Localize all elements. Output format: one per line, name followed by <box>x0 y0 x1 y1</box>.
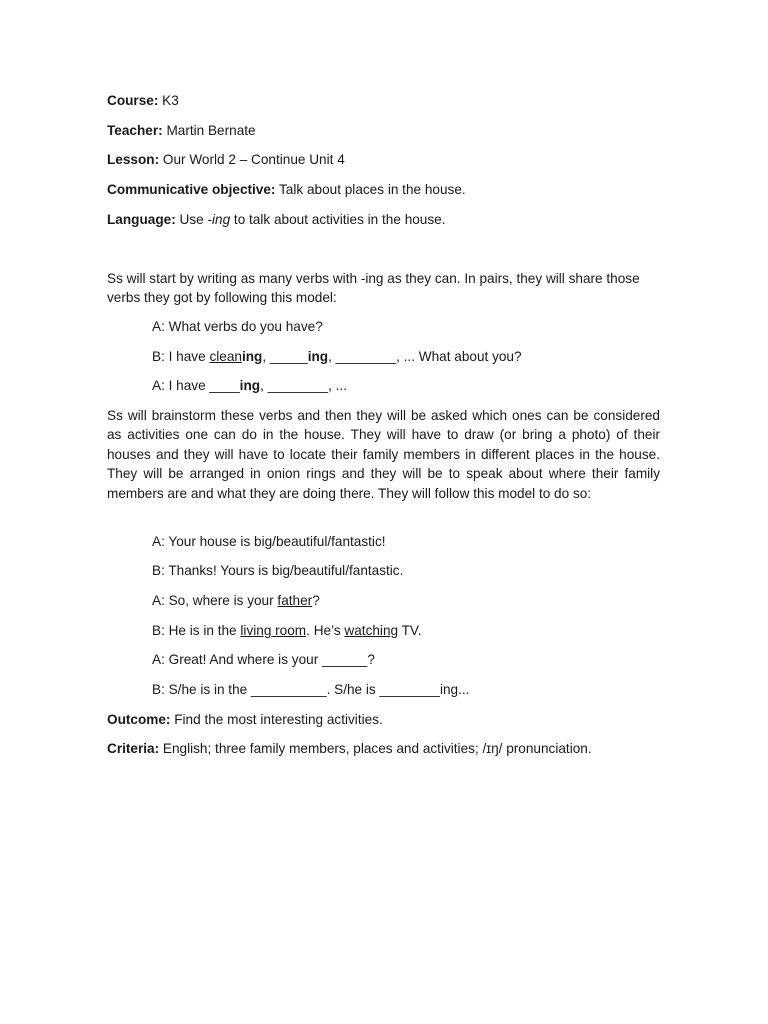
lesson-value: Our World 2 – Continue Unit 4 <box>162 152 345 167</box>
objective-value: Talk about places in the house. <box>279 182 466 197</box>
model2-watching: watching <box>344 623 399 638</box>
model1-a2-rest: , ________, ... <box>260 378 347 393</box>
model1-b-rest: , ________, ... What about you? <box>328 349 522 364</box>
language-line <box>107 211 446 228</box>
model1-b-prefix: B: I have <box>152 349 210 364</box>
model2-line3-prefix: A: So, where is your <box>152 593 278 608</box>
intro-paragraph: Ss will start by writing as many verbs with -ing as they can. In pairs, they will share those verbs they got by following this model: <box>107 271 640 306</box>
objective-label: Communicative objective: <box>107 182 276 197</box>
language-label: Language: <box>107 212 176 227</box>
model2-father: father <box>277 593 313 608</box>
model2-line4-prefix: B: He is in the <box>152 623 241 638</box>
model1-a2-prefix: A: I have ____ <box>152 378 240 393</box>
objective-line <box>107 181 466 198</box>
outcome-value: Find the most interesting activities. <box>174 712 383 727</box>
language-post: to talk about activities in the house. <box>230 212 446 227</box>
language-ing: ing <box>212 212 231 227</box>
teacher-value: Martin Bernate <box>166 123 256 138</box>
outcome-label: Outcome: <box>107 712 171 727</box>
model1-b-ing1: ing <box>241 349 263 364</box>
criteria-label: Criteria: <box>107 741 160 756</box>
model2-line6: B: S/he is in the __________. S/he is ________ing... <box>152 682 470 697</box>
model1-b <box>152 348 522 365</box>
model2-line4-mid: . He’s <box>306 623 345 638</box>
model1-a2-ing: ing <box>239 378 261 393</box>
model2-line5: A: Great! And where is your ______? <box>152 652 375 667</box>
model1-a1: A: What verbs do you have? <box>152 319 323 334</box>
criteria-line <box>107 740 592 757</box>
course-line <box>107 92 179 109</box>
model1-b-sep1: , _____ <box>262 349 308 364</box>
lesson-line <box>107 151 345 168</box>
model2-line3 <box>152 592 320 609</box>
course-label: Course: <box>107 93 159 108</box>
criteria-value: English; three family members, places and activities; /ɪŋ/ pronunciation. <box>162 741 592 756</box>
model2-line3-suffix: ? <box>312 593 320 608</box>
model2-line4 <box>152 622 422 639</box>
model2-line2: B: Thanks! Yours is big/beautiful/fantastic. <box>152 563 404 578</box>
language-pre: Use - <box>179 212 212 227</box>
teacher-label: Teacher: <box>107 123 163 138</box>
model2-line4-suffix: TV. <box>398 623 422 638</box>
model2-line1: A: Your house is big/beautiful/fantastic! <box>152 534 386 549</box>
teacher-line <box>107 122 256 139</box>
model1-a2 <box>152 377 347 394</box>
outcome-line <box>107 711 383 728</box>
brainstorm-paragraph: Ss will brainstorm these verbs and then they will be asked which ones can be considered as activities one can do in the house. They will have to draw (or bring a photo) of their houses and they will have to locate their family members in different places in the house. They will be arranged in onion rings and they will be to speak about where their family members are and what they are doing there. They will follow this model to do so: <box>107 408 660 501</box>
model1-b-clean: clean <box>209 349 242 364</box>
lesson-label: Lesson: <box>107 152 160 167</box>
model1-b-ing2: ing <box>307 349 329 364</box>
course-value: K3 <box>162 93 179 108</box>
model2-living-room: living room <box>240 623 307 638</box>
